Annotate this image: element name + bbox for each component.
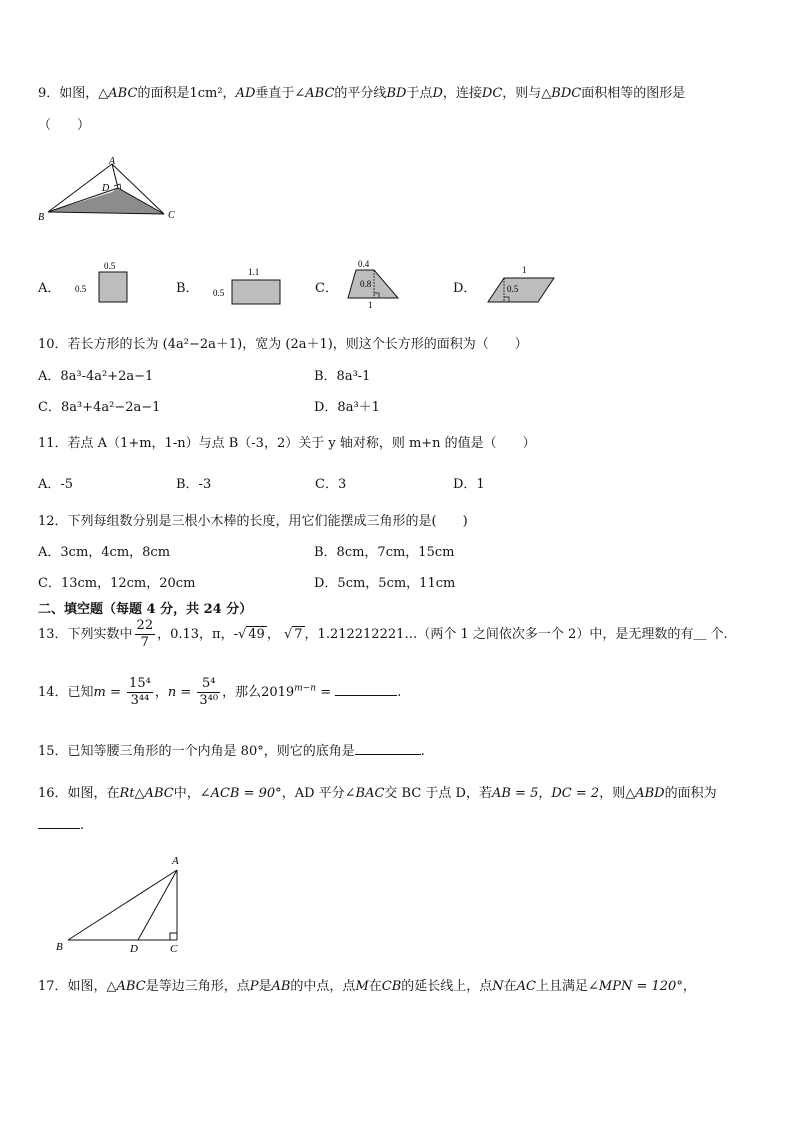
question-16-stem: 16．如图，在Rt△ABC中，∠ACB = 90°，AD 平分∠BAC交 BC 于点 D，若AB = 5，DC = 2，则△ABD的面积为 [38, 786, 717, 801]
q11-option-a[interactable]: A．-5 [38, 477, 74, 492]
q10-option-a[interactable]: A．8a³-4a²+2a−1 [38, 369, 154, 384]
label-c: C [168, 210, 175, 221]
fraction-22-7: $\frac{22}{7}$ [136, 618, 154, 650]
q11-option-c[interactable]: C．3 [315, 477, 347, 492]
option-c-top-label: 0.4 [358, 259, 370, 269]
label-a: A [172, 855, 179, 867]
option-c-label[interactable]: C． [315, 281, 338, 296]
right-angle-mark [170, 933, 177, 940]
question-9-figure [30, 152, 190, 230]
square-shape [99, 272, 127, 302]
sqrt-sign: √ [279, 627, 293, 642]
label-c: C [170, 943, 178, 955]
rectangle-shape [232, 280, 280, 304]
segment-ab [68, 870, 177, 940]
parallelogram-shape [488, 278, 554, 302]
segment-ad [112, 164, 118, 188]
fraction-m: $\frac{\text{15⁴}}{\text{3⁴⁴}}$ [129, 676, 151, 708]
q11-option-b[interactable]: B．-3 [176, 477, 212, 492]
fraction-n: $\frac{\text{5⁴}}{\text{3⁴⁰}}$ [199, 676, 219, 708]
q12-option-d[interactable]: D．5cm，5cm，11cm [314, 576, 456, 591]
question-10-stem: 10．若长方形的长为 (4a²−2a＋1)，宽为 (2a＋1)，则这个长方形的面积为（ ） [38, 337, 528, 352]
section-heading: 二、填空题（每题 4 分，共 24 分） [38, 602, 253, 617]
answer-blank[interactable] [355, 754, 421, 755]
option-b-side-label: 0.5 [213, 288, 225, 298]
option-a-side-label: 0.5 [75, 284, 87, 294]
q11-option-d[interactable]: D．1 [453, 477, 485, 492]
option-d-label[interactable]: D． [453, 281, 477, 296]
segment-ad [138, 870, 177, 940]
option-c-bottom-label: 1 [368, 300, 373, 310]
option-b-figure [210, 258, 290, 308]
q10-option-d[interactable]: D．8a³＋1 [314, 400, 380, 415]
option-a-label[interactable]: A． [38, 281, 61, 296]
question-15-stem: 15．已知等腰三角形的一个内角是 80°，则它的底角是 . [38, 744, 425, 759]
option-d-height-label: 0.5 [507, 284, 519, 294]
answer-blank[interactable] [335, 695, 397, 696]
option-c-figure [340, 256, 410, 312]
q10-option-c[interactable]: C．8a³+4a²−2a−1 [38, 400, 161, 415]
option-c-height-label: 0.8 [360, 279, 372, 289]
trapezoid-shape [348, 270, 398, 298]
option-b-label[interactable]: B． [176, 281, 199, 296]
option-b-top-label: 1.1 [248, 267, 260, 277]
question-13-stem: 13．下列实数中 $\frac{22}{7}$ ，0.13，π，-√ 49 ， √ 7 ，1.212212221…（两个 1 之间依次多一个 2）中，是无理数的有＿ 个. [38, 618, 728, 650]
sqrt-sign: √ [237, 627, 247, 642]
label-a: A [109, 156, 116, 167]
question-16-answer: . [38, 818, 84, 833]
option-a-figure [72, 258, 132, 308]
question-11-stem: 11．若点 A（1+m，1-n）与点 B（-3，2）关于 y 轴对称，则 m+n 的值是（ ） [38, 436, 536, 451]
answer-blank[interactable] [38, 828, 80, 829]
question-17-stem: 17．如图，△ABC是等边三角形，点P是AB的中点，点M在CB的延长线上，点N在AC上且满足∠MPN = 120°， [38, 979, 696, 994]
question-14-stem: 14．已知m = $\frac{\text{15⁴}}{\text{3⁴⁴}}$ ，n = $\frac{\text{5⁴}}{\text{3⁴⁰}}$ ，那么$2019^{m-n}$ = . [38, 676, 402, 708]
q12-option-c[interactable]: C．13cm，12cm，20cm [38, 576, 196, 591]
q12-option-b[interactable]: B．8cm，7cm，15cm [314, 545, 455, 560]
question-9-paren: （ ） [38, 118, 91, 133]
option-d-figure [480, 260, 570, 308]
question-16-figure [50, 850, 200, 960]
question-9-stem: 9．如图，△ABC的面积是1cm²，AD垂直于∠ABC的平分线BD于点D，连接DC，则与△BDC面积相等的图形是 [38, 86, 686, 101]
option-a-top-label: 0.5 [104, 261, 116, 271]
label-d: D [130, 943, 138, 955]
option-d-top-label: 1 [522, 265, 527, 275]
q10-option-b[interactable]: B．8a³-1 [314, 369, 371, 384]
question-12-stem: 12．下列每组数分别是三根小木棒的长度，用它们能摆成三角形的是( ) [38, 514, 468, 529]
label-d: D [102, 183, 110, 194]
label-b: B [56, 941, 63, 953]
q12-option-a[interactable]: A．3cm，4cm，8cm [38, 545, 171, 560]
label-b: B [38, 212, 45, 223]
